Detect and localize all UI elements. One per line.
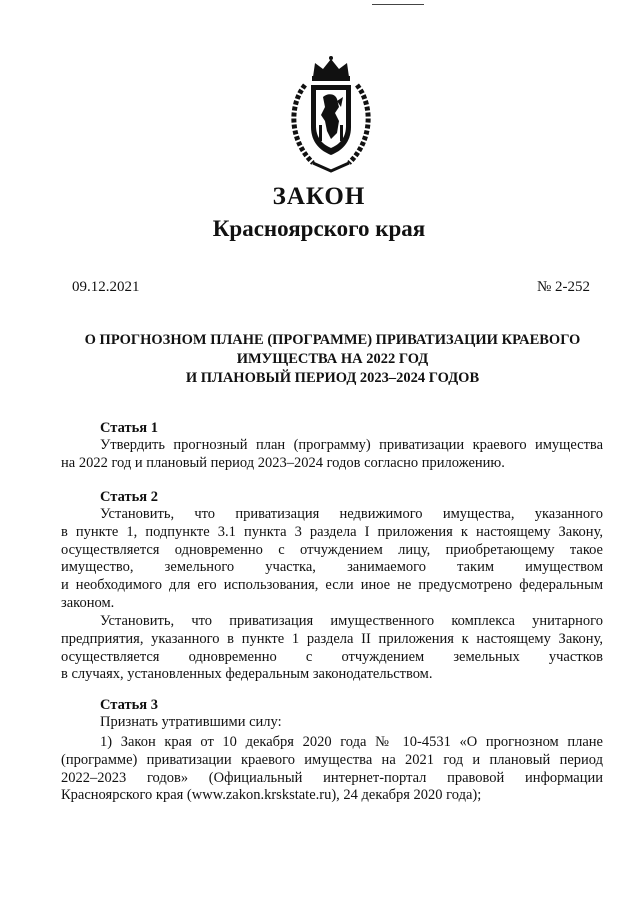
law-title (55, 331, 610, 388)
law-number: № 2-252 (536, 279, 590, 295)
article-1-paragraph (61, 437, 603, 473)
paragraph-line: Признать утратившими силу: (100, 714, 282, 730)
paragraph-line: Утвердить прогнозный план (программу) приватизации краевого имущества (100, 437, 603, 453)
coat-of-arms-icon (283, 55, 379, 175)
law-title-line: И ПЛАНОВЫЙ ПЕРИОД 2023–2024 ГОДОВ (185, 370, 480, 386)
paragraph-line: Красноярского края (www.zakon.krskstate.ru), 24 декабря 2020 года); (61, 787, 482, 804)
law-date: 09.12.2021 (72, 279, 140, 295)
article-3-paragraph-2 (61, 734, 603, 805)
paragraph-line: и необходимого для его использования, если иное не предусмотрено федеральным (61, 577, 603, 594)
top-rule (372, 4, 424, 5)
document-title: ЗАКОН (272, 183, 366, 210)
paragraph-line: на 2022 год и плановый период 2023–2024 годов согласно приложению. (61, 454, 505, 471)
paragraph-line: осуществляется одновременно с отчуждением земельных участков (61, 648, 603, 665)
article-2-paragraph-1 (61, 506, 603, 613)
paragraph-line: осуществляется одновременно с отчуждением лицу, приобретающему такое (61, 541, 603, 558)
paragraph-line: в случаях, установленных федеральным законодательством. (61, 666, 433, 683)
document-subtitle: Красноярского края (212, 216, 426, 241)
paragraph-line: (программе) приватизации краевого имущества на 2021 год и плановый период (61, 751, 603, 768)
paragraph-line: имущество, земельного участка, занимаемого таким имуществом (61, 559, 603, 576)
article-2-heading: Статья 2 (100, 489, 158, 505)
article-1-heading: Статья 1 (100, 420, 158, 436)
law-title-line: ИМУЩЕСТВА НА 2022 ГОД (236, 351, 429, 367)
paragraph-line: законом. (61, 594, 115, 611)
paragraph-line: 1) Закон края от 10 декабря 2020 года № 10-4531 «О прогнозном плане (100, 734, 603, 750)
paragraph-line: Установить, что приватизация имущественного комплекса унитарного (100, 613, 603, 629)
paragraph-line: 2022–2023 годов» (Официальный интернет-портал правовой информации (61, 769, 603, 786)
article-3-paragraph-1 (61, 714, 603, 732)
paragraph-line: Установить, что приватизация недвижимого имущества, указанного (100, 506, 603, 522)
paragraph-line: в пункте 1, подпункте 3.1 пункта 3 раздела I приложения к настоящему Закону, (61, 523, 603, 540)
law-title-line: О ПРОГНОЗНОМ ПЛАНЕ (ПРОГРАММЕ) ПРИВАТИЗАЦИИ КРАЕВОГО (84, 332, 581, 348)
paragraph-line: предприятия, указанного в пункте 1 раздела II приложения к настоящему Закону, (61, 630, 603, 647)
article-3-heading: Статья 3 (100, 697, 158, 713)
article-2-paragraph-2 (61, 613, 603, 684)
